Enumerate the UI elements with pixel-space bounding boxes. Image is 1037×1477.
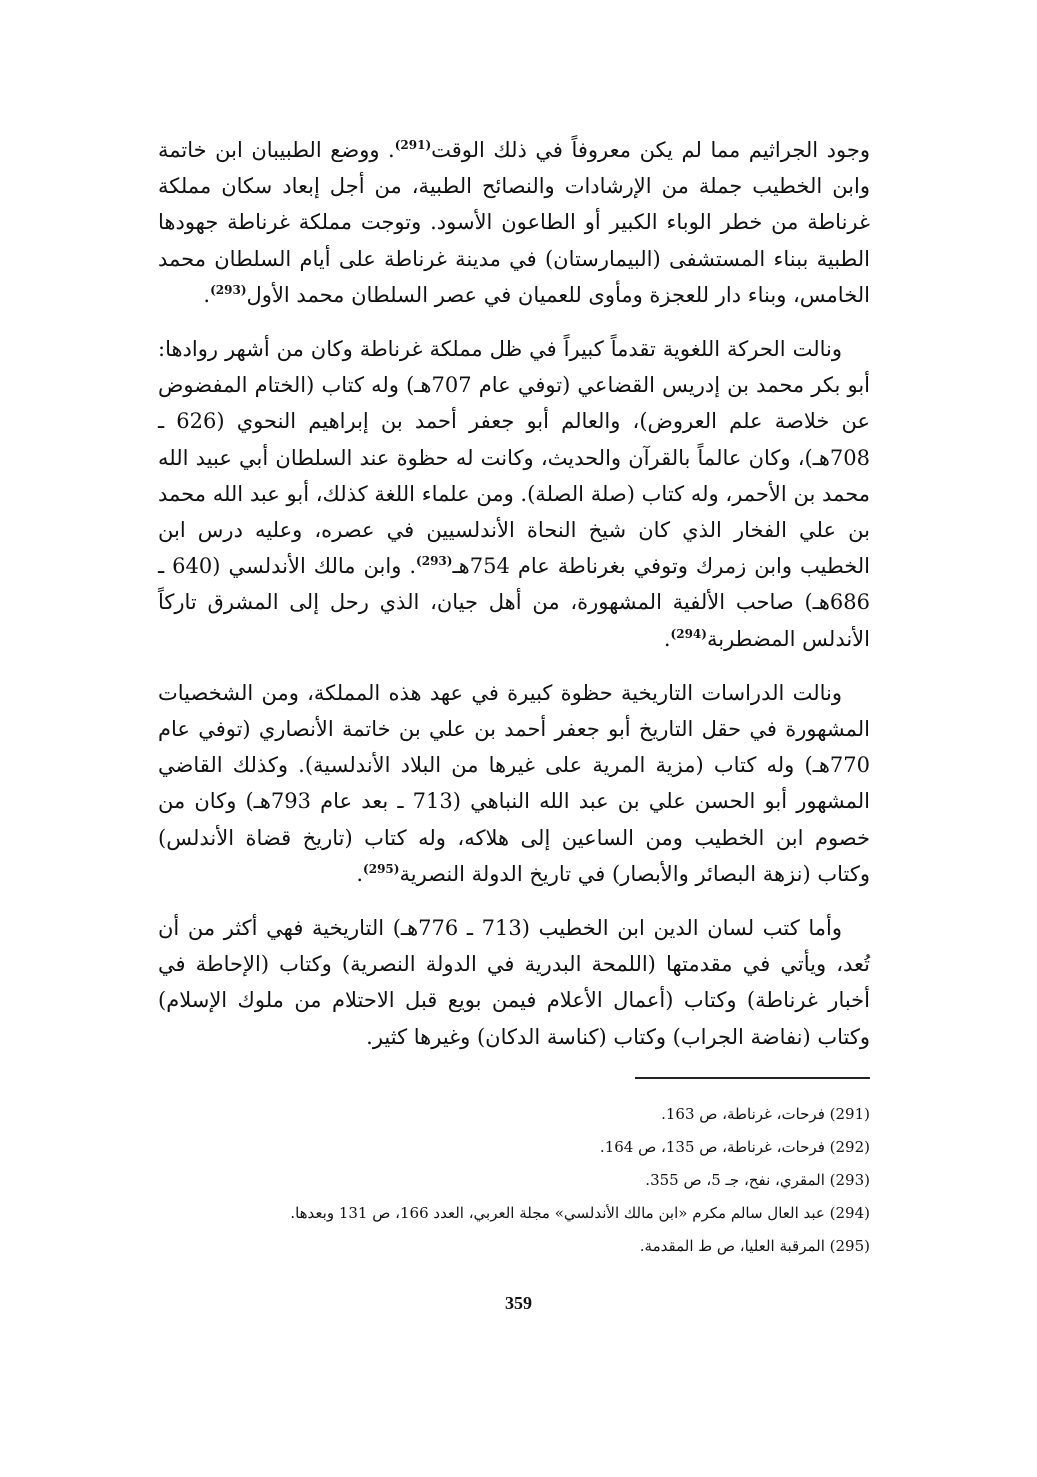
footnote-292: (292) فرحات، غرناطة، ص 135، ص 164. <box>599 1138 870 1156</box>
footnote-marker: (294) <box>670 626 707 641</box>
page-number: 359 <box>505 1293 532 1313</box>
footnote-marker: (293) <box>416 554 453 569</box>
footnotes <box>158 1098 870 1263</box>
paragraph-3 <box>158 675 870 892</box>
paragraph-2 <box>158 331 870 657</box>
paragraph-text: ونالت الدراسات التاريخية حظوة كبيرة في عهد هذه المملكة، ومن الشخصيات المشهورة في حقل التاريخ أبو جعفر أحمد بن علي بن خاتمة الأنصاري (توفي عام 770هـ) وله كتاب (مزية المرية على غيرها من البلاد الأندلسية). وكذلك القاضي المشهور أبو الحسن علي بن عبد الله النباهي (713 ـ بعد عام 793هـ) وكان من خصوم ابن الخطيب ومن الساعين إلى هلاكه، وله كتاب (تاريخ قضاة الأندلس) وكتاب (نزهة البصائر والأبصار) في تاريخ الدولة النصرية <box>158 680 870 886</box>
paragraph-1 <box>158 132 870 313</box>
paragraph-text: . وابن مالك الأندلسي (640 ـ 686هـ) صاحب الألفية المشهورة، من أهل جيان، الذي رحل إلى المشرق تاركاً الأندلس المضطربة <box>158 554 870 651</box>
footnote-marker: (293) <box>210 282 247 297</box>
paragraph-text: ونالت الحركة اللغوية تقدماً كبيراً في ظل مملكة غرناطة وكان من أشهر روادها: أبو بكر محمد بن إدريس القضاعي (توفي عام 707هـ) وله كتاب (الختام المفضوض عن خلاصة علم العروض)، والعالم أبو جعفر أحمد بن إبراهيم النحوي (626 ـ 708هـ)، وكان عالماً بالقرآن والحديث، وكانت له حظوة عند السلطان أبي عبيد الله محمد بن الأحمر، وله كتاب (صلة الصلة). ومن علماء اللغة كذلك، أبو عبد الله محمد بن علي الفخار الذي كان شيخ النحاة الأندلسيين في عصره، وعليه درس ابن الخطيب وابن زمرك وتوفي بغرناطة عام 754هـ <box>158 337 871 579</box>
footnote-293: (293) المقري، نفح، جـ 5، ص 355. <box>645 1171 870 1189</box>
footnote-291: (291) فرحات، غرناطة، ص 163. <box>661 1105 870 1123</box>
footnote-294: (294) عبد العال سالم مكرم «ابن مالك الأندلسي» مجلة العربي، العدد 166، ص 131 وبعدها. <box>290 1204 870 1222</box>
footnote-separator <box>635 1077 870 1079</box>
paragraph-text: وجود الجراثيم مما لم يكن معروفاً في ذلك الوقت <box>431 138 870 162</box>
footnote-marker: (295) <box>363 861 400 876</box>
footnote-marker: (291) <box>394 138 432 152</box>
paragraph-text: . <box>663 626 671 651</box>
paragraph-text: وأما كتب لسان الدين ابن الخطيب (713 ـ 776هـ) التاريخية فهي أكثر من أن تُعد، ويأتي في مقدمتها (اللمحة البدرية في الدولة النصرية) وكتاب (الإحاطة في أخبار غرناطة) وكتاب (أعمال الأعلام فيمن بويع قبل الاحتلام من ملوك الإسلام) وكتاب (نفاضة الجراب) وكتاب (كناسة الدكان) وغيرها كثير. <box>158 916 870 1049</box>
footnote-295: (295) المرقبة العليا، ص ط المقدمة. <box>639 1237 870 1255</box>
paragraph-4 <box>158 910 870 1055</box>
body-text <box>158 132 870 1055</box>
paragraph-text: . ووضع الطبيبان ابن خاتمة وابن الخطيب جملة من الإرشادات والنصائح الطبية، من أجل إبعاد سكان مملكة غرناطة من خطر الوباء الكبير أو الطاعون الأسود. وتوجت مملكة غرناطة جهودها الطبية ببناء المستشفى (البيمارستان) في مدينة غرناطة على أيام السلطان محمد الخامس، وبناء دار للعجزة ومأوى للعميان في عصر السلطان محمد الأول <box>158 138 870 307</box>
paragraph-text: . <box>356 861 364 886</box>
paragraph-text: . <box>203 282 211 307</box>
